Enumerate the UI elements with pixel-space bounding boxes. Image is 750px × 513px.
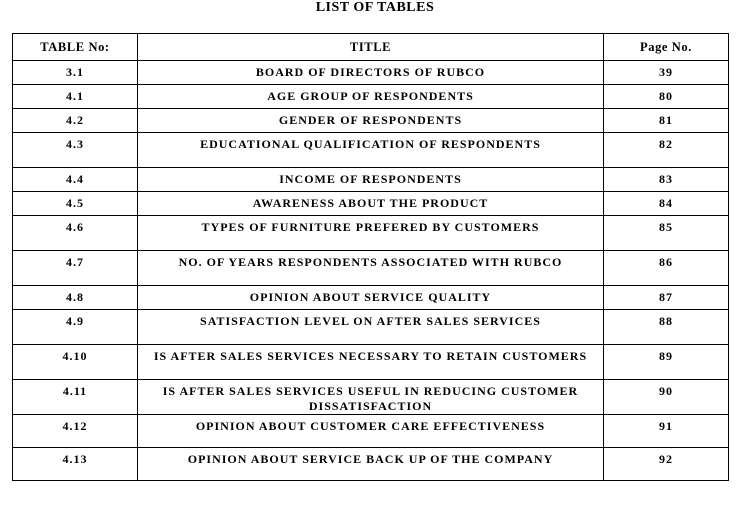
header-table-no: TABLE No: xyxy=(13,34,138,61)
table-number: 4.8 xyxy=(13,286,138,310)
table-row xyxy=(13,216,729,251)
page-number: 82 xyxy=(604,133,729,168)
table-title: AGE GROUP OF RESPONDENTS xyxy=(138,85,604,109)
table-number: 4.5 xyxy=(13,192,138,216)
table-header-row xyxy=(13,34,729,61)
table-row xyxy=(13,85,729,109)
table-number: 4.13 xyxy=(13,448,138,481)
page-number: 83 xyxy=(604,168,729,192)
table-number: 4.4 xyxy=(13,168,138,192)
table-row xyxy=(13,286,729,310)
table-number: 3.1 xyxy=(13,61,138,85)
table-title: EDUCATIONAL QUALIFICATION OF RESPONDENTS xyxy=(138,133,604,168)
table-row xyxy=(13,251,729,286)
table-title: OPINION ABOUT CUSTOMER CARE EFFECTIVENESS xyxy=(138,415,604,448)
table-row xyxy=(13,310,729,345)
header-page-no: Page No. xyxy=(604,34,729,61)
page-number: 89 xyxy=(604,345,729,380)
page-number: 80 xyxy=(604,85,729,109)
page-number: 90 xyxy=(604,380,729,415)
table-title: AWARENESS ABOUT THE PRODUCT xyxy=(138,192,604,216)
table-number: 4.1 xyxy=(13,85,138,109)
page-number: 87 xyxy=(604,286,729,310)
table-row xyxy=(13,109,729,133)
table-number: 4.6 xyxy=(13,216,138,251)
table-title: NO. OF YEARS RESPONDENTS ASSOCIATED WITH RUBCO xyxy=(138,251,604,286)
table-row xyxy=(13,448,729,481)
table-row xyxy=(13,192,729,216)
page-number: 85 xyxy=(604,216,729,251)
table-number: 4.2 xyxy=(13,109,138,133)
table-title: INCOME OF RESPONDENTS xyxy=(138,168,604,192)
page-number: 92 xyxy=(604,448,729,481)
page-number: 81 xyxy=(604,109,729,133)
table-row xyxy=(13,168,729,192)
table-title: IS AFTER SALES SERVICES NECESSARY TO RETAIN CUSTOMERS xyxy=(138,345,604,380)
table-number: 4.10 xyxy=(13,345,138,380)
table-title: SATISFACTION LEVEL ON AFTER SALES SERVICES xyxy=(138,310,604,345)
table-number: 4.11 xyxy=(13,380,138,415)
table-title: TYPES OF FURNITURE PREFERED BY CUSTOMERS xyxy=(138,216,604,251)
page-number: 86 xyxy=(604,251,729,286)
page-number: 39 xyxy=(604,61,729,85)
table-title: GENDER OF RESPONDENTS xyxy=(138,109,604,133)
table-number: 4.7 xyxy=(13,251,138,286)
table-title: BOARD OF DIRECTORS OF RUBCO xyxy=(138,61,604,85)
table-number: 4.9 xyxy=(13,310,138,345)
page-number: 91 xyxy=(604,415,729,448)
page-number: 84 xyxy=(604,192,729,216)
table-title: OPINION ABOUT SERVICE QUALITY xyxy=(138,286,604,310)
table-title: IS AFTER SALES SERVICES USEFUL IN REDUCING CUSTOMER DISSATISFACTION xyxy=(138,380,604,415)
header-title: TITLE xyxy=(138,34,604,61)
table-row xyxy=(13,133,729,168)
table-row xyxy=(13,61,729,85)
table-number: 4.3 xyxy=(13,133,138,168)
page-number: 88 xyxy=(604,310,729,345)
table-title: OPINION ABOUT SERVICE BACK UP OF THE COMPANY xyxy=(138,448,604,481)
page-title: LIST OF TABLES xyxy=(315,0,435,15)
table-row xyxy=(13,345,729,380)
list-of-tables xyxy=(12,33,729,481)
table-row xyxy=(13,380,729,415)
table-number: 4.12 xyxy=(13,415,138,448)
table-row xyxy=(13,415,729,448)
